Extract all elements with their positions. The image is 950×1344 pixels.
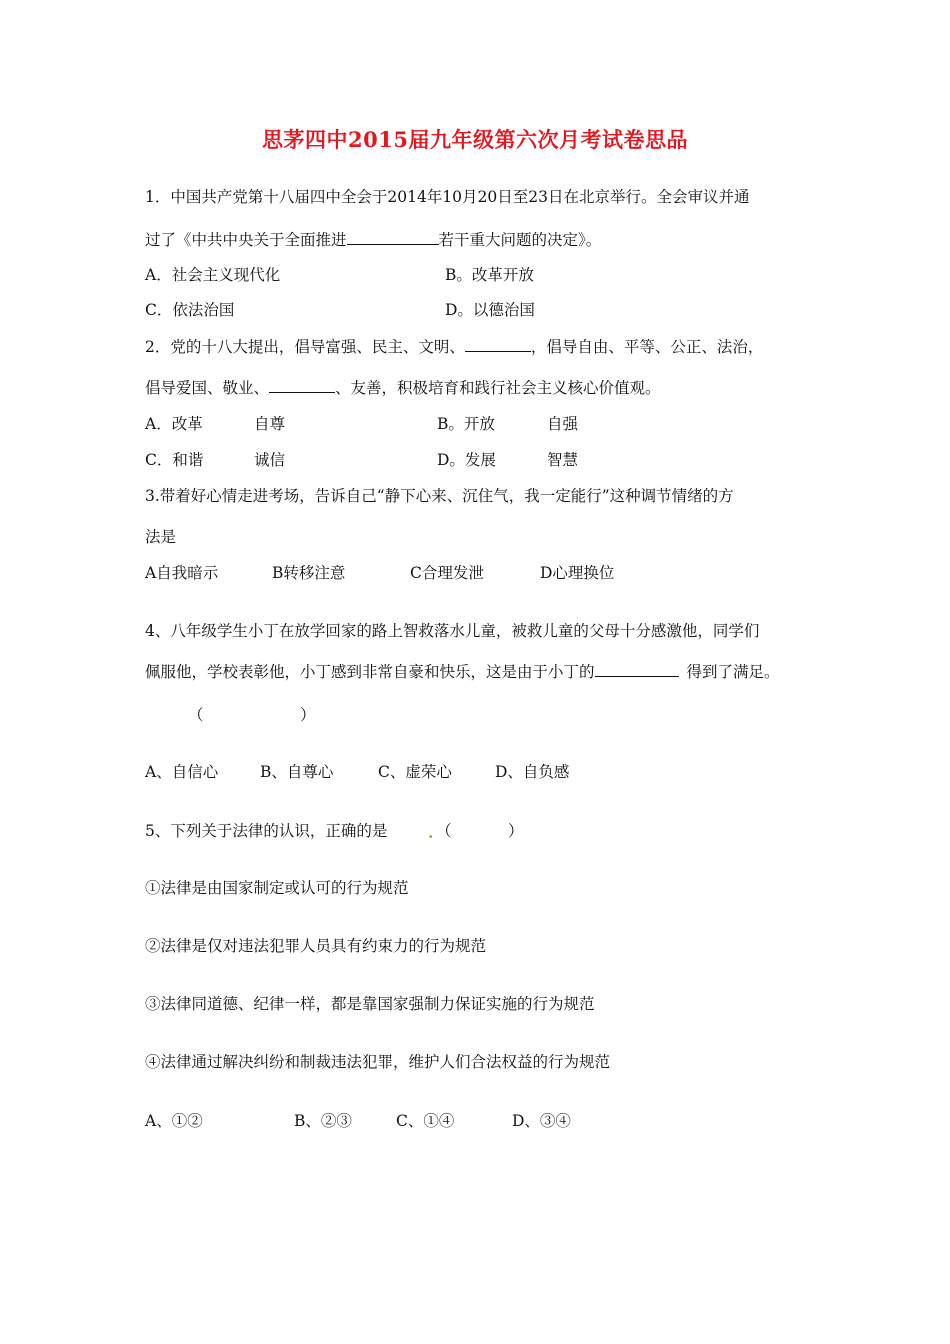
q2-option-d-1: D。发展: [437, 451, 496, 469]
q2-blank2: [269, 378, 335, 393]
q4-line1: 4、八年级学生小丁在放学回家的路上智救落水儿童，被救儿童的父母十分感激他，同学们: [145, 622, 760, 640]
q1-option-b: B。改革开放: [445, 266, 534, 284]
q2-option-d-2: 智慧: [547, 451, 579, 469]
q2-option-b-1: B。开放: [437, 415, 495, 433]
q2-option-b-2: 自强: [547, 415, 579, 433]
q3-option-b: B转移注意: [272, 564, 346, 582]
q1-blank: [347, 230, 439, 245]
q5-dot: .: [428, 823, 434, 842]
q2-option-a-1: A．改革: [145, 415, 203, 433]
q1-line2b: 若干重大问题的决定》。: [438, 231, 602, 249]
q5-statement-4: ④法律通过解决纠纷和制裁违法犯罪，维护人们合法权益的行为规范: [145, 1053, 611, 1071]
q2-line2: [145, 377, 661, 399]
q1-line2a: 过了《中共中央关于全面推进: [145, 231, 347, 249]
q2-line1: [145, 336, 763, 358]
q2-line2b: 、友善，积极培育和践行社会主义核心价值观。: [335, 379, 661, 397]
q5-option-d: D、③④: [512, 1112, 571, 1130]
q4-option-b: B、自尊心: [260, 763, 334, 781]
q4-option-c: C、虚荣心: [378, 763, 452, 781]
q5-paren-close: ）: [508, 822, 524, 840]
q5-paren-open: （: [436, 822, 452, 840]
q2-line1a: 2．党的十八大提出，倡导富强、民主、文明、: [145, 338, 465, 356]
q3-line2: 法是: [145, 528, 177, 546]
q3-option-d: D心理换位: [540, 564, 615, 582]
q4-paren-close: ）: [300, 706, 316, 724]
q3-line1: 3.带着好心情走进考场，告诉自己“静下心来、沉住气，我一定能行”这种调节情绪的方: [145, 487, 734, 505]
q2-line2a: 倡导爱国、敬业、: [145, 379, 270, 397]
q5-statement-3: ③法律同道德、纪律一样，都是靠国家强制力保证实施的行为规范: [145, 995, 595, 1013]
q4-line2b: 得到了满足。: [686, 663, 780, 681]
q5-statement-2: ②法律是仅对违法犯罪人员具有约束力的行为规范: [145, 937, 487, 955]
q5-option-b: B、②③: [294, 1112, 352, 1130]
q2-option-c-2: 诚信: [254, 451, 286, 469]
q4-paren-open: （: [188, 706, 204, 724]
q5-stem: 5、下列关于法律的认识，正确的是: [145, 822, 388, 840]
q5-statement-1: ①法律是由国家制定或认可的行为规范: [145, 879, 409, 897]
q4-option-a: A、自信心: [145, 763, 219, 781]
q1-option-c: C．依法治国: [145, 301, 235, 319]
q1-line2: [145, 229, 601, 251]
q4-line2: [145, 661, 780, 683]
q3-option-c: C合理发泄: [410, 564, 484, 582]
q1-line1: 1．中国共产党第十八届四中全会于2014年10月20日至23日在北京举行。全会审议并通: [145, 188, 750, 206]
q1-option-a: A．社会主义现代化: [145, 266, 281, 284]
q2-option-c-1: C．和谐: [145, 451, 204, 469]
q5-option-a: A、①②: [145, 1112, 203, 1130]
q4-blank: [595, 662, 679, 677]
q4-line2a: 佩服他，学校表彰他，小丁感到非常自豪和快乐，这是由于小丁的: [145, 663, 595, 681]
q4-option-d: D、自负感: [495, 763, 570, 781]
q1-option-d: D。以德治国: [445, 301, 535, 319]
q5-option-c: C、①④: [396, 1112, 455, 1130]
q2-line1b: ，倡导自由、平等、公正、法治，: [530, 338, 764, 356]
q3-option-a: A自我暗示: [145, 564, 219, 582]
q2-option-a-2: 自尊: [254, 415, 286, 433]
page-title: 思茅四中2015届九年级第六次月考试卷思品: [262, 127, 688, 152]
q2-blank1: [465, 337, 531, 352]
